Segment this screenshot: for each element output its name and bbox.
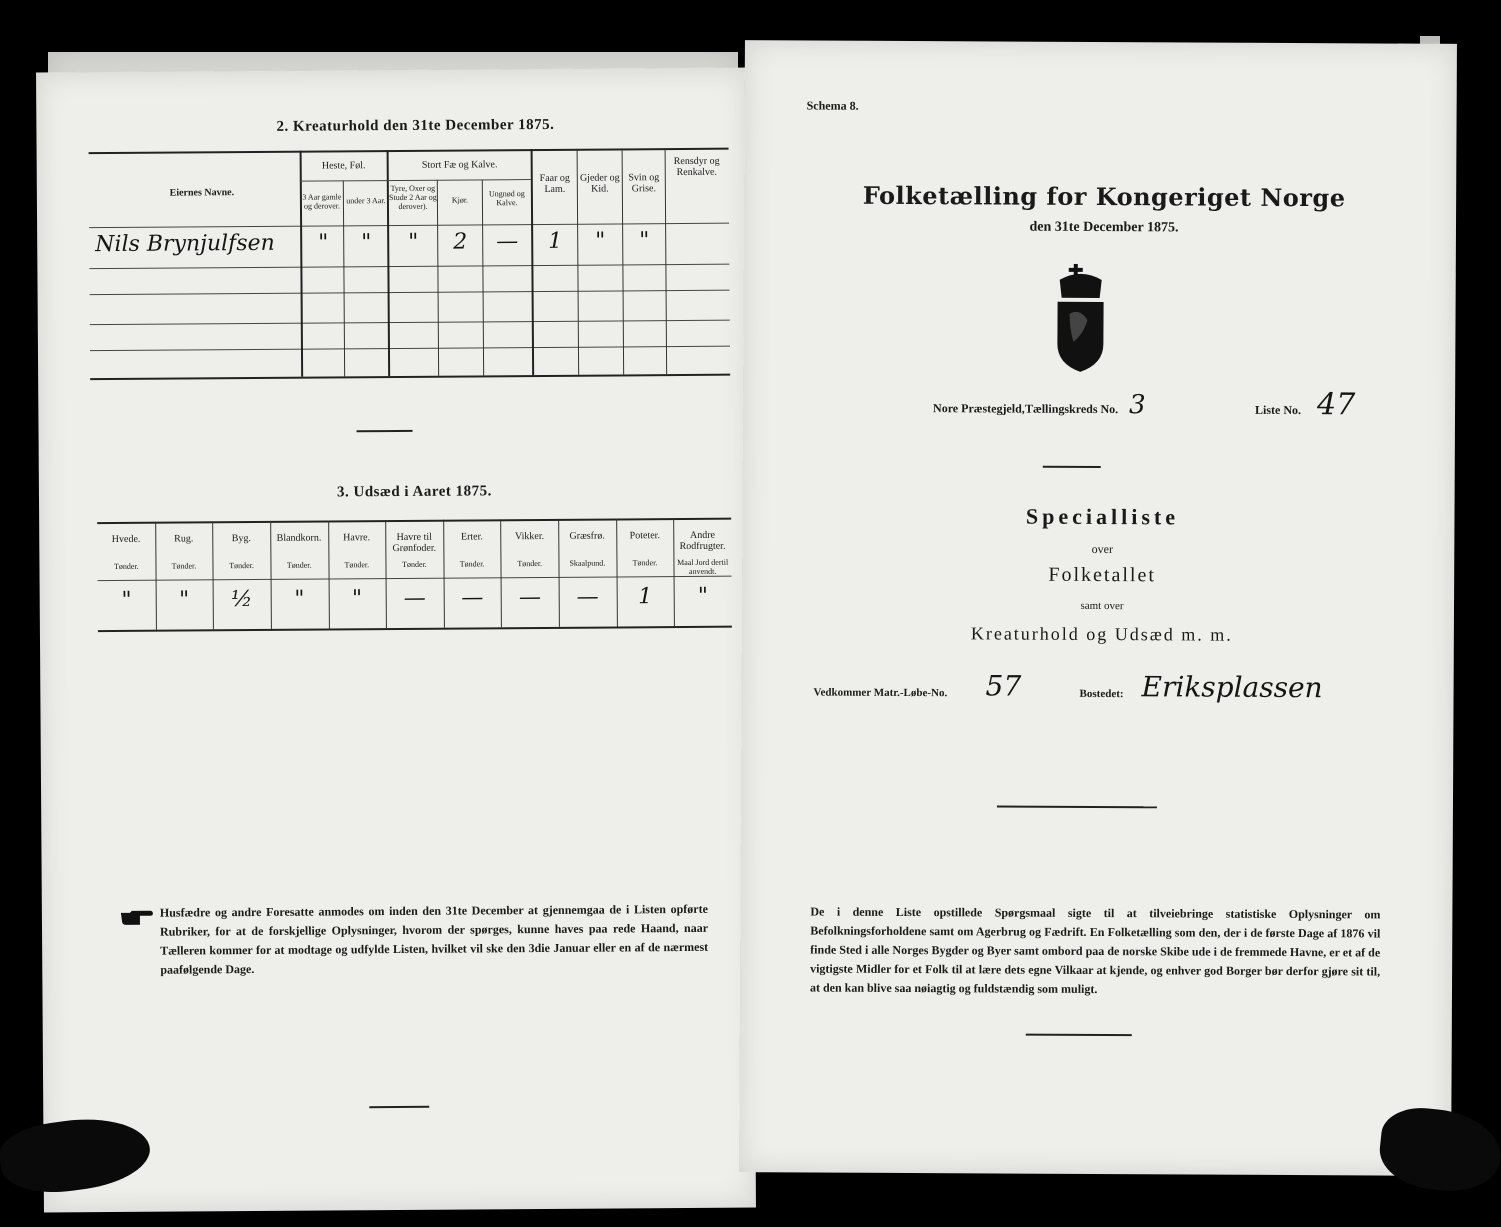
- cell-heste-under3: ": [361, 230, 372, 256]
- purpose-paragraph: De i denne Liste opstillede Spørgsmaal sigte til at tilveiebringe statistiske Oplysninger om Befolkningsforholdene samt om Agerbrug og Fædrift. En Folketælling som den, der i de første Dage af 1876 vil finde Sted i alle Norges Bygder og Byer samt ombord paa de norske Skibe ude i de fremmede Havne, er et af de vigtigste Midler for et Folk til at lære dets egne Vilkaar at kjende, og enhver god Borger bør derfor gjøre sit til, at den kan blive saa nøiagtig og fuldstændig som muligt.: [809, 904, 1381, 997]
- cell-gjeder: ": [595, 228, 606, 254]
- kreaturhold-heading: Kreaturhold og Udsæd m. m.: [970, 623, 1233, 645]
- udsaed-value: 1: [638, 584, 653, 610]
- udsaed-unit: Skaalpund.: [569, 558, 606, 568]
- col-heste-3aar: 3 Aar gamle og derover.: [302, 192, 342, 211]
- samt-over-label: samt over: [1080, 599, 1124, 613]
- udsaed-unit: Tønder.: [171, 561, 197, 571]
- owner-header: Eiernes Navne.: [169, 187, 235, 199]
- udsaed-unit: Tønder.: [286, 560, 312, 570]
- udsaed-value: —: [403, 585, 426, 611]
- udsaed-header: Havre til Grønfoder.: [392, 531, 437, 555]
- divider-bottom: [369, 1106, 429, 1108]
- bosted-label: Bostedet:: [1079, 687, 1124, 701]
- matr-value: 57: [985, 669, 1022, 703]
- document-subtitle: den 31te December 1875.: [1029, 219, 1179, 236]
- folketallet-heading: Folketallet: [1048, 563, 1156, 587]
- col-heste-under3: under 3 Aar.: [346, 196, 386, 206]
- norway-crest-icon: [1053, 264, 1108, 374]
- col-fae-kjor: Kjør.: [451, 195, 469, 205]
- document-title: Folketælling for Kongeriget Norge: [862, 180, 1346, 213]
- liste-label: Liste No.: [1255, 402, 1302, 418]
- udsaed-unit: Tønder.: [632, 558, 658, 568]
- udsaed-value: —: [461, 585, 484, 611]
- udsaed-unit: Tønder.: [229, 560, 254, 571]
- section3-title: 3. Udsæd i Aaret 1875.: [336, 483, 492, 501]
- udsaed-value: ": [697, 583, 709, 609]
- section2-title: 2. Kreaturhold den 31te December 1875.: [276, 116, 555, 135]
- col-gjeder: Gjeder og Kid.: [579, 172, 620, 195]
- udsaed-value: ½: [231, 587, 253, 613]
- left-page: [36, 68, 756, 1213]
- cell-heste-3aar: ": [318, 230, 329, 256]
- divider: [997, 805, 1157, 808]
- col-svin: Svin og Grise.: [628, 172, 660, 195]
- udsaed-header: Andre Rodfrugter.: [679, 529, 726, 553]
- schema-label: Schema 8.: [806, 98, 859, 113]
- liste-value: 47: [1316, 387, 1356, 423]
- udsaed-header: Rug.: [174, 533, 194, 545]
- specialliste-heading: Specialliste: [1025, 503, 1180, 530]
- group-stortfae: Stort Fæ og Kalve.: [421, 159, 498, 171]
- udsaed-value: ": [294, 586, 305, 612]
- instruction-note: Husfædre og andre Foresatte anmodes om inden den 31te December at gjennemgaa de i Listen opførte Rubriker, for at de forskjellige Oplysninger, hvorom der spørges, kunne haves paa rede Haand, naar Tælleren kommer for at modtage og udfylde Listen, hvilket vil ske den 3die Januar eller en af de nærmest paafølgende Dage.: [159, 901, 709, 977]
- cell-faar: 1: [548, 228, 563, 254]
- udsaed-header: Vikker.: [514, 530, 545, 543]
- pointing-hand-icon: [120, 908, 150, 928]
- over-label: over: [1091, 541, 1114, 557]
- udsaed-unit: Tønder.: [459, 559, 485, 569]
- right-page: [739, 40, 1457, 1176]
- udsaed-unit: Tønder.: [344, 560, 370, 570]
- bosted-value: Eriksplassen: [1141, 670, 1323, 705]
- group-heste: Heste, Føl.: [321, 160, 366, 172]
- prestegjeld-label: Nore Præstegjeld,: [933, 401, 1025, 416]
- cell-fae-tyre: ": [408, 229, 419, 255]
- udsaed-value: ": [351, 586, 363, 612]
- udsaed-value: ": [179, 587, 190, 613]
- udsaed-unit: Tønder.: [517, 558, 543, 569]
- cell-fae-ungnod: —: [496, 229, 519, 255]
- kreds-label: Tællingskreds No.: [1025, 401, 1119, 417]
- udsaed-header: Byg.: [231, 533, 251, 545]
- udsaed-unit: Tønder.: [402, 559, 427, 569]
- udsaed-unit: Tønder.: [113, 561, 139, 571]
- col-fae-ungnod: Ungnød og Kalve.: [488, 189, 525, 208]
- udsaed-header: Blandkorn.: [276, 532, 322, 544]
- divider: [357, 430, 413, 432]
- udsaed-header: Hvede.: [111, 533, 141, 545]
- owner-name-cell: Nils Brynjulfsen: [95, 230, 275, 258]
- divider-bottom: [1026, 1034, 1132, 1037]
- cell-svin: ": [639, 228, 650, 254]
- kreds-value: 3: [1128, 390, 1146, 421]
- udsaed-value: —: [518, 584, 542, 611]
- udsaed-header: Erter.: [460, 531, 483, 543]
- udsaed-value: ": [121, 587, 132, 613]
- udsaed-header: Havre.: [343, 532, 371, 544]
- col-fae-tyre: Tyre, Oxer og Stude 2 Aar og derover).: [388, 183, 437, 211]
- divider: [1043, 466, 1101, 468]
- udsaed-header: Poteter.: [629, 530, 660, 542]
- scan-clip-right: [1376, 1104, 1501, 1196]
- udsaed-unit: Maal Jord dertil anvendt.: [677, 557, 729, 576]
- col-rensdyr: Rensdyr og Renkalve.: [673, 155, 720, 179]
- cell-fae-kjor: 2: [453, 229, 468, 255]
- udsaed-header: Græsfrø.: [569, 530, 605, 542]
- udsaed-value: —: [576, 584, 599, 610]
- matr-label: Vedkommer Matr.-Løbe-No.: [813, 686, 948, 700]
- col-faar: Faar og Lam.: [539, 172, 570, 195]
